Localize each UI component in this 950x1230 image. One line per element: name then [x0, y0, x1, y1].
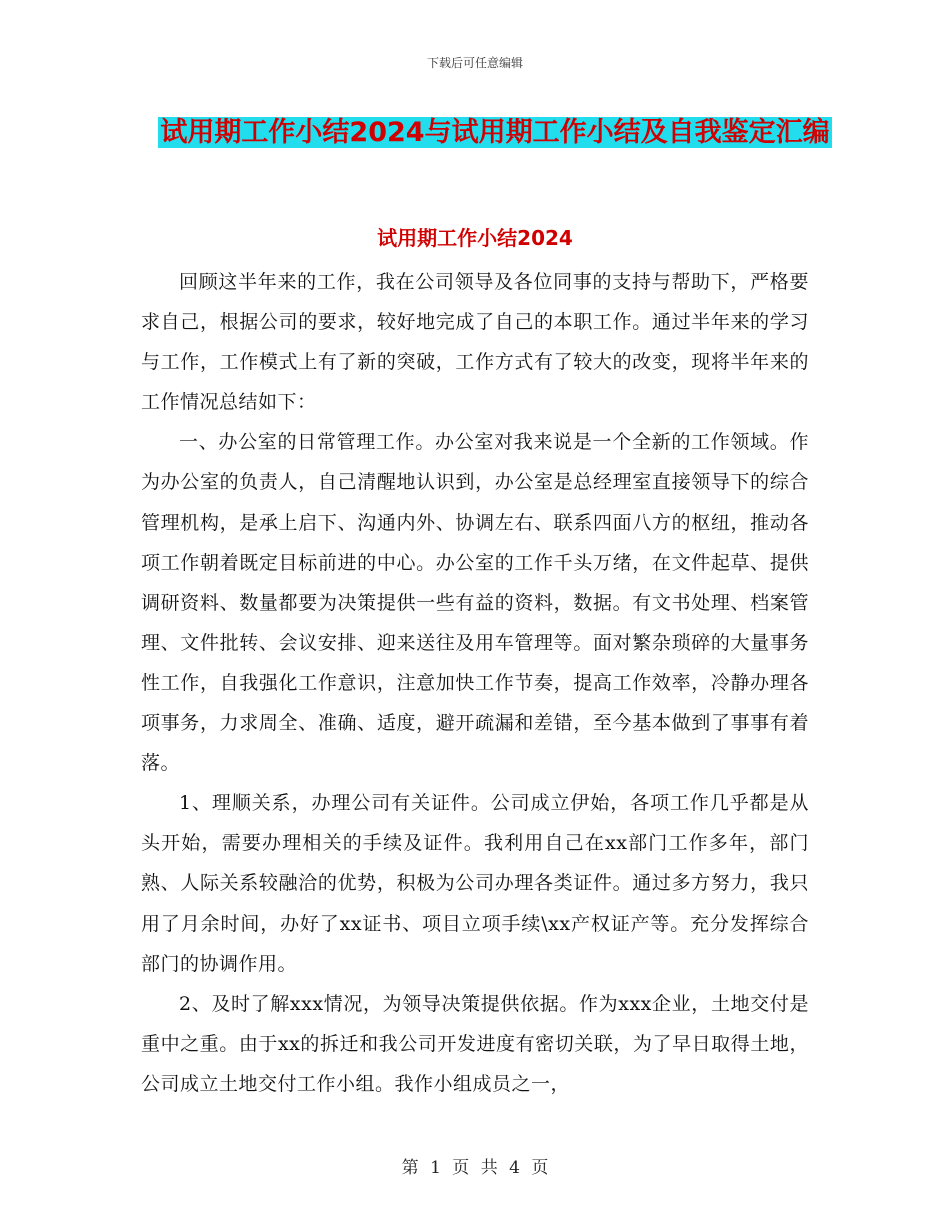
header-note: 下载后可任意编辑 — [426, 56, 523, 70]
paragraph-intro: 回顾这半年来的工作，我在公司领导及各位同事的支持与帮助下，严格要求自己，根据公司的要求，较好地完成了自己的本职工作。通过半年来的学习与工作，工作模式上有了新的突破，工作方式有了较大的改变，现将半年来的工作情况总结如下： — [141, 271, 809, 414]
paragraph-certificates: 1、理顺关系，办理公司有关证件。公司成立伊始，各项工作几乎都是从头开始，需要办理相关的手续及证件。我利用自己在xx部门工作多年，部门熟、人际关系较融洽的优势，积极为公司办理各类证件。通过多方努力，我只用了月余时间，办好了xx证书、项目立项手续\xx产权证产等。充分发挥综合部门的协调作用。 — [141, 792, 809, 975]
document-body — [141, 262, 809, 1104]
paragraph-land-delivery: 2、及时了解xxx情况，为领导决策提供依据。作为xxx企业，土地交付是重中之重。由于xx的拆迁和我公司开发进度有密切关联，为了早日取得土地，公司成立土地交付工作小组。我作小组成员之一， — [141, 992, 809, 1095]
document-title-text: 试用期工作小结2024与试用期工作小结及自我鉴定汇编 — [160, 117, 830, 148]
page-footer: 第 1 页 共 4 页 — [401, 1158, 549, 1178]
section-title: 试用期工作小结2024 — [377, 226, 573, 250]
paragraph-office-management: 一、办公室的日常管理工作。办公室对我来说是一个全新的工作领域。作为办公室的负责人，自己清醒地认识到，办公室是总经理室直接领导下的综合管理机构，是承上启下、沟通内外、协调左右、联系四面八方的枢纽，推动各项工作朝着既定目标前进的中心。办公室的工作千头万绪，在文件起草、提供调研资料、数量都要为决策提供一些有益的资料，数据。有文书处理、档案管理、文件批转、会议安排、迎来送往及用车管理等。面对繁杂琐碎的大量事务性工作，自我强化工作意识，注意加快工作节奏，提高工作效率，冷静办理各项事务，力求周全、准确、适度，避开疏漏和差错，至今基本做到了事事有着落。 — [141, 431, 809, 775]
document-title — [150, 112, 840, 154]
